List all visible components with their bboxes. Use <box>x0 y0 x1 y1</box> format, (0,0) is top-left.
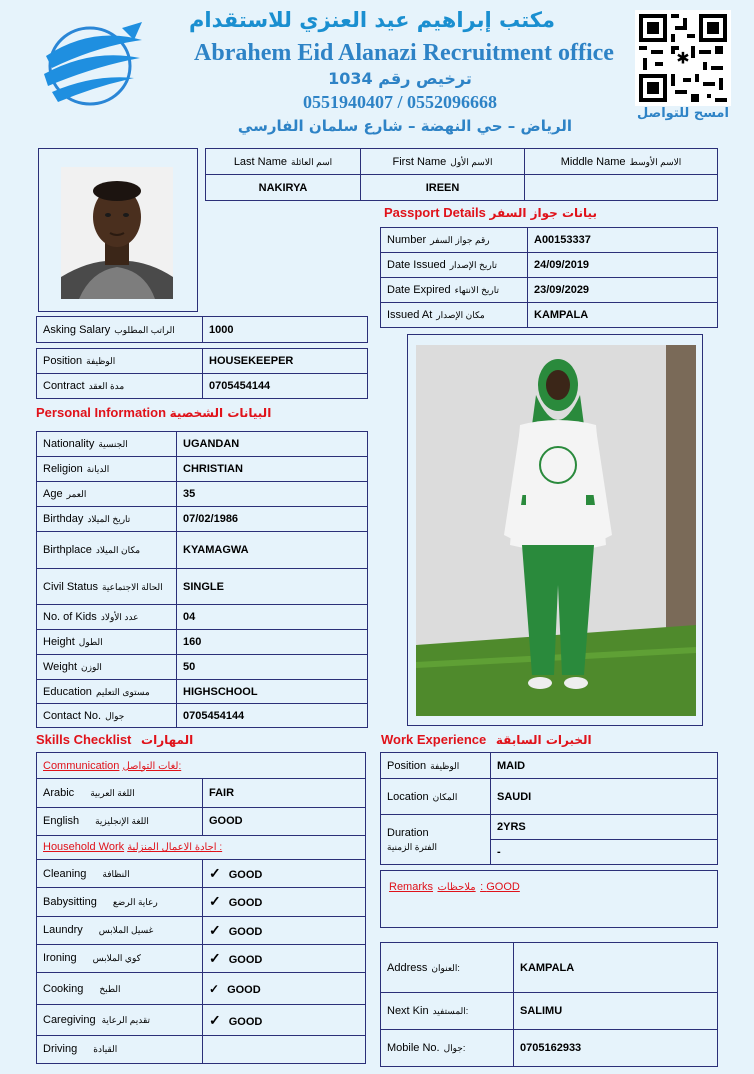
salary-table: Asking Salary الراتب المطلوب 1000 <box>36 316 368 343</box>
skill-row-cooking: Cooking الطبخ ✓ GOOD <box>37 973 366 1005</box>
experience-row-position: Position الوظيفة MAID <box>381 753 718 779</box>
personal-row-religion: Religion الديانة CHRISTIAN <box>37 457 368 482</box>
communication-subheader: Communication لغات التواصل: <box>37 753 366 779</box>
skills-table <box>36 752 366 1064</box>
personal-row-nationality: Nationality الجنسية UGANDAN <box>37 432 368 457</box>
contact-row-address: Address العنوان: KAMPALA <box>381 943 718 993</box>
personal-row-birthday: Birthday تاريخ الميلاد 07/02/1986 <box>37 507 368 532</box>
personal-row-birthplace: Birthplace مكان الميلاد KYAMAGWA <box>37 532 368 569</box>
personal-row-civil-status: Civil Status الحالة الاجتماعية SINGLE <box>37 569 368 605</box>
company-logo <box>38 18 146 110</box>
experience-row-duration: Duration الفترة الزمنية 2YRS <box>381 815 718 840</box>
skill-row-ironing: Ironing كوي الملابس ✓ GOOD <box>37 944 366 972</box>
position-contract-table: Position الوظيفة HOUSEKEEPER Contract مدة العقد 0705454144 <box>36 348 368 399</box>
license-number: ترخيص رقم 1034 <box>328 69 472 88</box>
skill-row-babysitting: Babysitting رعاية الرضع ✓ GOOD <box>37 888 366 916</box>
remarks-box: Remarks ملاحظات : GOOD <box>380 870 718 928</box>
passport-table <box>380 227 718 328</box>
contact-table <box>380 942 718 1067</box>
personal-row-kids: No. of Kids عدد الأولاد 04 <box>37 605 368 630</box>
check-icon: ✓ <box>209 865 221 882</box>
remarks-value: GOOD <box>486 881 520 893</box>
qr-caption: امسح للتواصل <box>637 106 729 121</box>
portrait-photo <box>61 167 173 299</box>
personal-row-height: Height الطول 160 <box>37 630 368 655</box>
check-icon: ✓ <box>209 921 221 938</box>
contact-row-mobile: Mobile No. جوال: 0705162933 <box>381 1030 718 1067</box>
personal-info-section-title: Personal Information البيانات الشخصية <box>36 405 272 420</box>
skill-row-driving: Driving القيادة <box>37 1035 366 1063</box>
skill-row-caregiving: Caregiving تقديم الرعاية ✓ GOOD <box>37 1005 366 1035</box>
middle-name-header: Middle Name الاسم الأوسط <box>525 149 718 175</box>
full-body-photo-frame <box>407 334 703 726</box>
check-icon: ✓ <box>209 981 220 996</box>
experience-row-location: Location المكان SAUDI <box>381 779 718 815</box>
contact-row-nextkin: Next Kin المستفيد: SALIMU <box>381 993 718 1030</box>
passport-row-number: Number رقم جواز السفر A00153337 <box>381 228 718 253</box>
personal-row-age: Age العمر 35 <box>37 482 368 507</box>
passport-row-expired: Date Expired تاريخ الانتهاء 23/09/2029 <box>381 278 718 303</box>
office-address: الرياض – حي النهضة – شارع سلمان الفارسي <box>237 117 573 135</box>
passport-section-title: Passport Details بيانات جواز السفر <box>384 205 597 220</box>
personal-row-contact: Contact No. جوال 0705454144 <box>37 704 368 728</box>
skill-row-laundry: Laundry غسيل الملابس ✓ GOOD <box>37 916 366 944</box>
skill-row-cleaning: Cleaning النظافة ✓ GOOD <box>37 860 366 888</box>
first-name-header: First Name الاسم الأول <box>361 149 525 175</box>
last-name-value: NAKIRYA <box>206 175 361 201</box>
portrait-photo-frame <box>38 148 198 312</box>
personal-row-weight: Weight الوزن 50 <box>37 655 368 680</box>
passport-row-issued-at: Issued At مكان الإصدار KAMPALA <box>381 303 718 328</box>
full-body-photo <box>416 345 696 716</box>
check-icon: ✓ <box>209 893 221 910</box>
office-name-arabic: مكتب إبراهيم عيد العنزي للاستقدام <box>189 8 555 32</box>
remarks-label: Remarks <box>389 881 434 893</box>
contract-value: 0705454144 <box>203 374 368 399</box>
skills-section-title: Skills Checklist المهارات <box>36 732 194 747</box>
skill-row-arabic: Arabic اللغة العربية FAIR <box>37 779 366 807</box>
personal-row-education: Education مستوى التعليم HIGHSCHOOL <box>37 680 368 704</box>
salary-value: 1000 <box>203 317 368 343</box>
household-subheader: Household Work اجادة الاعمال المنزلية : <box>37 835 366 859</box>
check-icon: ✓ <box>209 1011 221 1028</box>
experience-row-duration-extra: - <box>381 840 718 865</box>
last-name-header: Last Name اسم العائلة <box>206 149 361 175</box>
office-phones: 0551940407 / 0552096668 <box>302 92 497 112</box>
svg-text:✱: ✱ <box>676 50 690 68</box>
skill-row-english: English اللغة الإنجليزية GOOD <box>37 807 366 835</box>
first-name-value: IREEN <box>361 175 525 201</box>
position-value: HOUSEKEEPER <box>203 349 368 374</box>
office-name-english: Abrahem Eid Alanazi Recruitment office <box>194 40 614 66</box>
personal-info-table <box>36 431 368 728</box>
names-table <box>205 148 718 201</box>
qr-code[interactable] <box>635 10 731 106</box>
passport-row-issued: Date Issued تاريخ الإصدار 24/09/2019 <box>381 253 718 278</box>
check-icon: ✓ <box>209 949 221 966</box>
experience-table <box>380 752 718 865</box>
middle-name-value <box>525 175 718 201</box>
experience-section-title: Work Experience الخبرات السابقة <box>381 732 592 747</box>
